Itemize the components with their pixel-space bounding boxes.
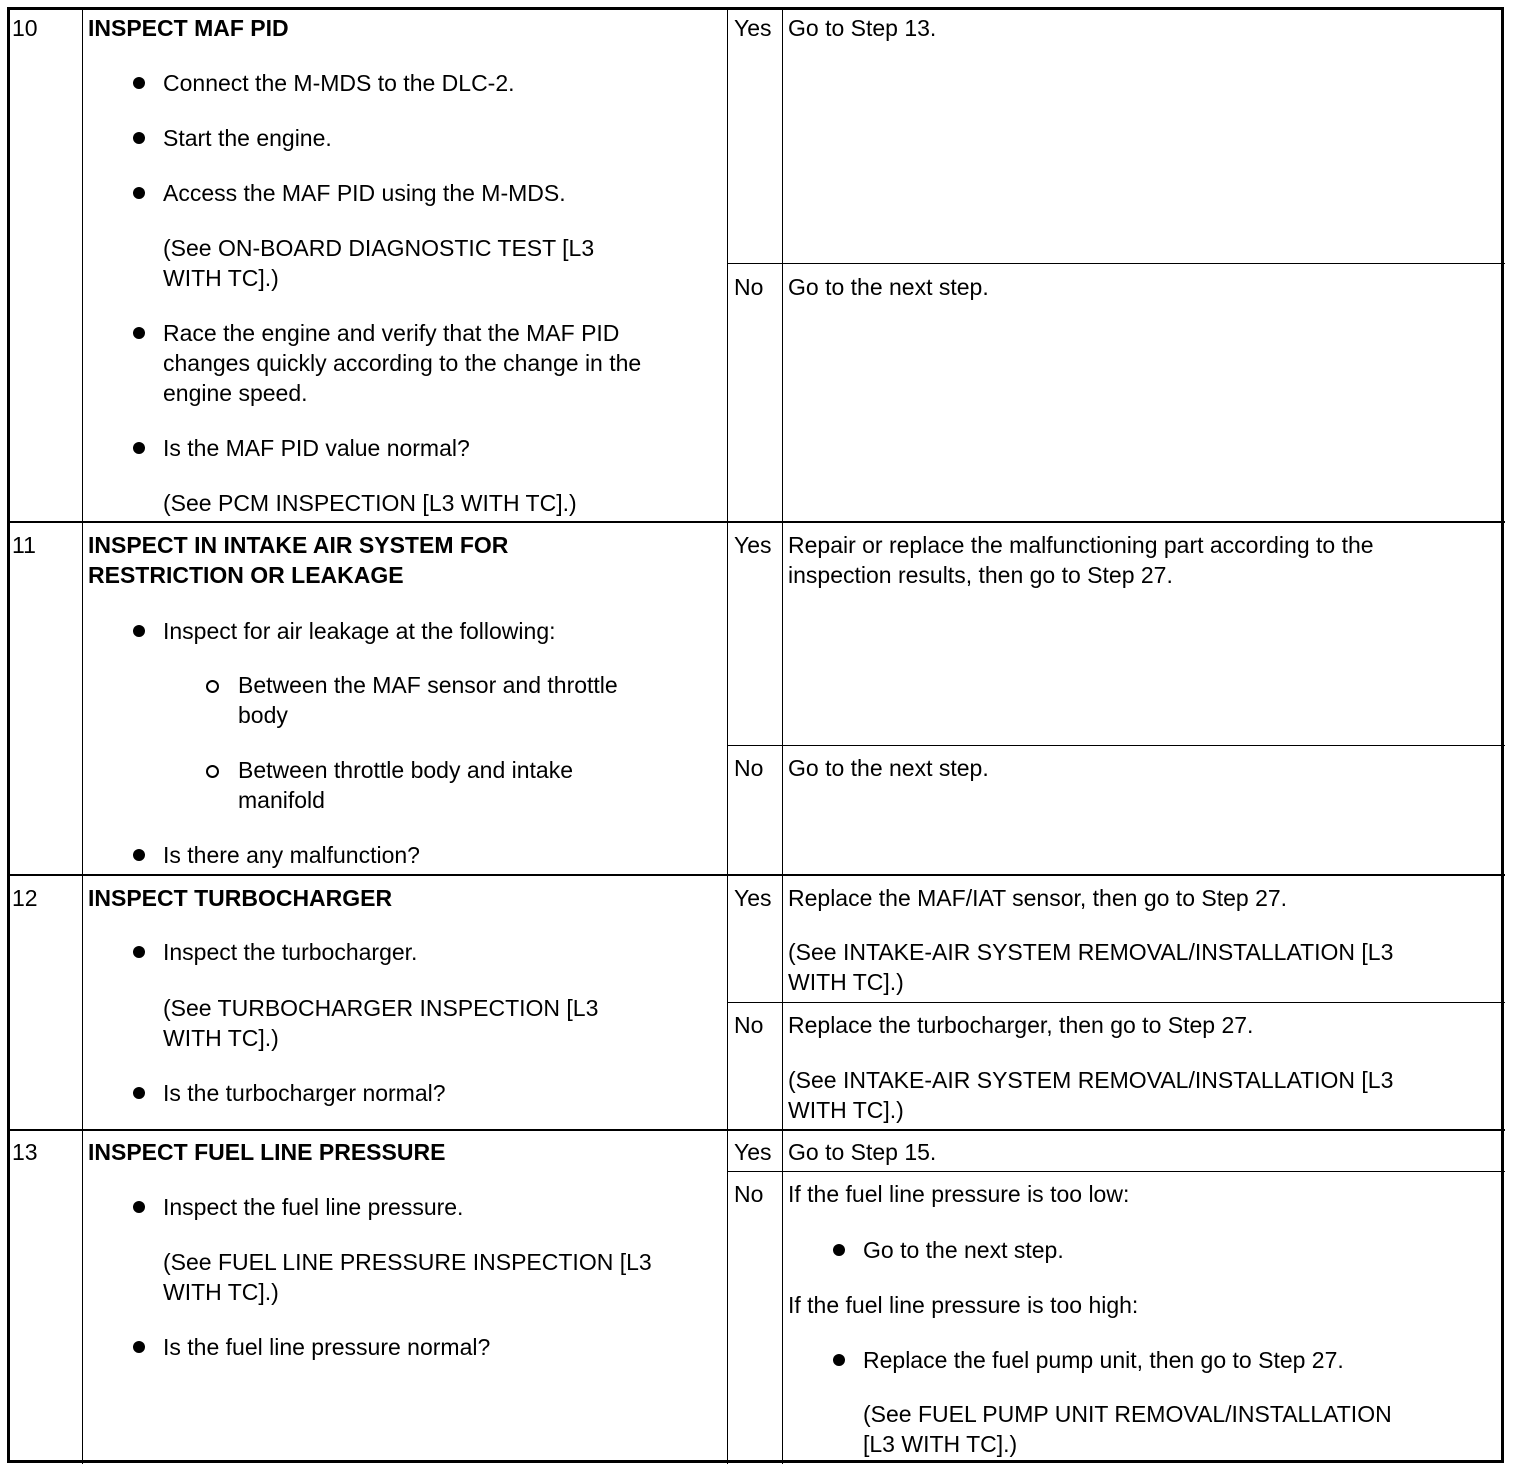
step-title: RESTRICTION OR LEAKAGE: [88, 562, 404, 588]
bullet-icon: [133, 132, 145, 144]
bullet-icon: [133, 327, 145, 339]
step-question: Is the fuel line pressure normal?: [163, 1334, 491, 1360]
step-reference: WITH TC].): [163, 1025, 279, 1051]
step-subitem: body: [238, 702, 288, 728]
yes-label: Yes: [734, 1139, 772, 1165]
step-title: INSPECT TURBOCHARGER: [88, 885, 393, 911]
yes-label: Yes: [734, 15, 772, 41]
bullet-icon: [133, 187, 145, 199]
step-instruction: Inspect the fuel line pressure.: [163, 1194, 464, 1220]
step-instruction: engine speed.: [163, 380, 308, 406]
step-reference: (See PCM INSPECTION [L3 WITH TC].): [163, 490, 577, 516]
step-title: INSPECT MAF PID: [88, 15, 289, 41]
yes-action: Go to Step 15.: [788, 1139, 937, 1165]
yes-no-divider: [728, 745, 1505, 746]
bullet-icon: [133, 442, 145, 454]
bullet-icon: [133, 849, 145, 861]
yes-label: Yes: [734, 885, 772, 911]
step-instruction: Race the engine and verify that the MAF PID: [163, 320, 620, 346]
no-action: Go to the next step.: [863, 1237, 1064, 1263]
bullet-icon: [833, 1354, 845, 1366]
step-reference: WITH TC].): [163, 265, 279, 291]
column-divider: [782, 8, 783, 1464]
step-question: Is there any malfunction?: [163, 842, 420, 868]
step-subitem: manifold: [238, 787, 325, 813]
bullet-icon: [133, 946, 145, 958]
step-reference: (See TURBOCHARGER INSPECTION [L3: [163, 995, 599, 1021]
no-action: Replace the fuel pump unit, then go to Step 27.: [863, 1347, 1344, 1373]
yes-reference: (See INTAKE-AIR SYSTEM REMOVAL/INSTALLATION [L3: [788, 939, 1394, 965]
no-condition: If the fuel line pressure is too low:: [788, 1181, 1130, 1207]
step-instruction: changes quickly according to the change in the: [163, 350, 642, 376]
yes-no-divider: [728, 263, 1505, 264]
step-title: INSPECT FUEL LINE PRESSURE: [88, 1139, 446, 1165]
sub-bullet-icon: [206, 680, 219, 693]
step-subitem: Between throttle body and intake: [238, 757, 574, 783]
no-label: No: [734, 1012, 764, 1038]
row-divider: [8, 521, 1505, 523]
step-reference: WITH TC].): [163, 1279, 279, 1305]
step-number: 13: [12, 1139, 38, 1165]
no-condition: If the fuel line pressure is too high:: [788, 1292, 1139, 1318]
bullet-icon: [833, 1244, 845, 1256]
yes-action: Replace the MAF/IAT sensor, then go to Step 27.: [788, 885, 1288, 911]
bullet-icon: [133, 1341, 145, 1353]
no-reference: (See INTAKE-AIR SYSTEM REMOVAL/INSTALLATION [L3: [788, 1067, 1394, 1093]
no-action: Replace the turbocharger, then go to Step 27.: [788, 1012, 1254, 1038]
step-number: 11: [12, 532, 36, 558]
step-question: Is the turbocharger normal?: [163, 1080, 446, 1106]
step-instruction: Inspect the turbocharger.: [163, 939, 418, 965]
bullet-icon: [133, 1087, 145, 1099]
row-divider: [8, 1129, 1505, 1131]
no-action: Go to the next step.: [788, 755, 989, 781]
no-action: Go to the next step.: [788, 274, 989, 300]
step-instruction: Inspect for air leakage at the following:: [163, 618, 556, 644]
yes-reference: WITH TC].): [788, 969, 904, 995]
no-label: No: [734, 755, 764, 781]
step-reference: (See FUEL LINE PRESSURE INSPECTION [L3: [163, 1249, 652, 1275]
no-label: No: [734, 274, 764, 300]
sub-bullet-icon: [206, 765, 219, 778]
yes-action: Repair or replace the malfunctioning part according to the: [788, 532, 1374, 558]
step-subitem: Between the MAF sensor and throttle: [238, 672, 618, 698]
yes-no-divider: [728, 1171, 1505, 1172]
bullet-icon: [133, 77, 145, 89]
bullet-icon: [133, 625, 145, 637]
step-instruction: Connect the M-MDS to the DLC-2.: [163, 70, 515, 96]
no-label: No: [734, 1181, 764, 1207]
no-reference: (See FUEL PUMP UNIT REMOVAL/INSTALLATION: [863, 1401, 1392, 1427]
row-divider: [8, 874, 1505, 876]
column-divider: [727, 8, 728, 1464]
table-frame: [7, 7, 1504, 1463]
step-question: Is the MAF PID value normal?: [163, 435, 470, 461]
yes-action: Go to Step 13.: [788, 15, 937, 41]
no-reference: WITH TC].): [788, 1097, 904, 1123]
yes-action: inspection results, then go to Step 27.: [788, 562, 1173, 588]
no-reference: [L3 WITH TC].): [863, 1431, 1018, 1457]
step-title: INSPECT IN INTAKE AIR SYSTEM FOR: [88, 532, 509, 558]
step-number: 12: [12, 885, 38, 911]
step-instruction: Access the MAF PID using the M-MDS.: [163, 180, 566, 206]
step-number: 10: [12, 15, 38, 41]
bullet-icon: [133, 1201, 145, 1213]
yes-label: Yes: [734, 532, 772, 558]
step-reference: (See ON-BOARD DIAGNOSTIC TEST [L3: [163, 235, 595, 261]
yes-no-divider: [728, 1002, 1505, 1003]
step-instruction: Start the engine.: [163, 125, 332, 151]
column-divider: [82, 8, 83, 1464]
